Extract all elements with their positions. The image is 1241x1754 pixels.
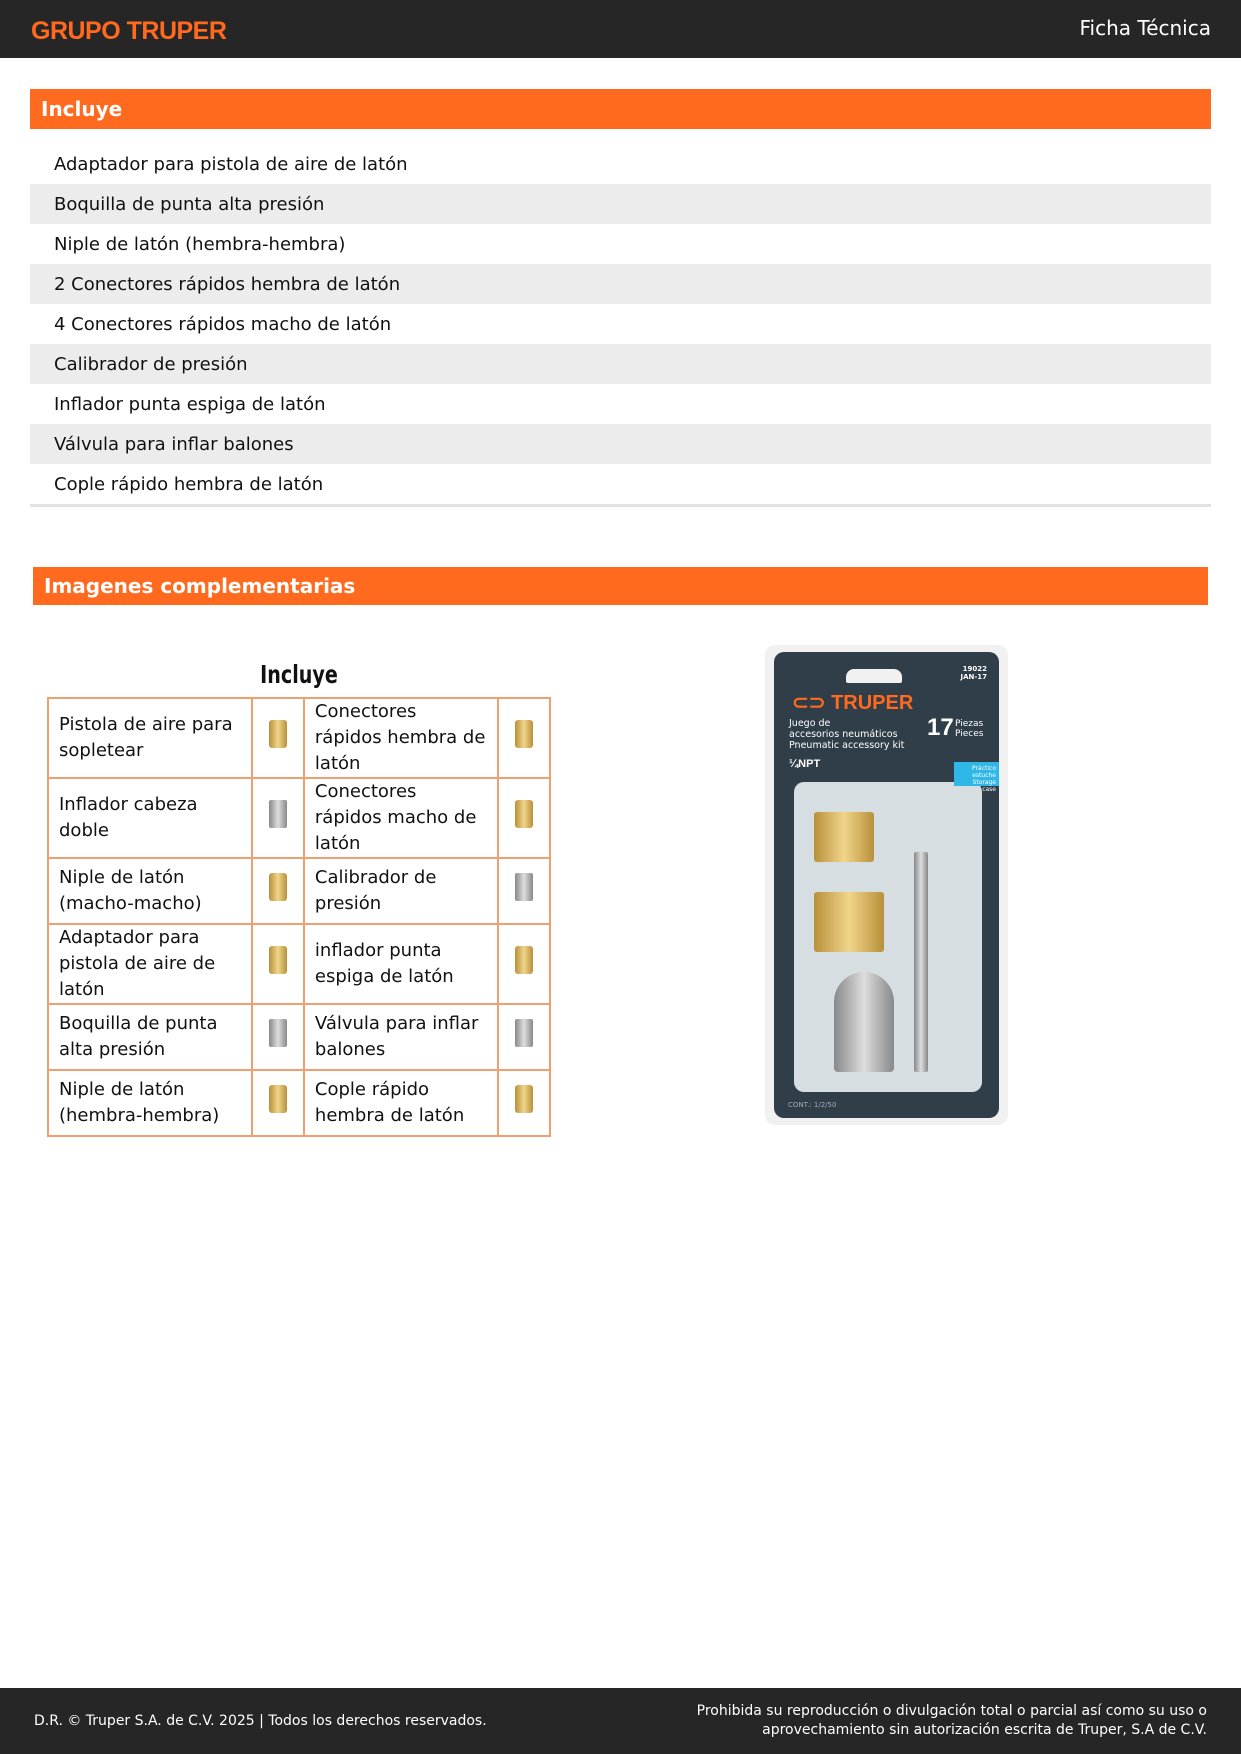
package-brand: TRUPER [831,692,914,714]
graphic-item-label: Pistola de aire para sopletear [48,698,252,778]
part-image-icon [498,1004,550,1070]
list-item: Adaptador para pistola de aire de latón [54,153,408,175]
graphic-item-label: Boquilla de punta alta presión [48,1004,252,1070]
case-label: estuche [972,772,996,779]
graphic-title: Incluye [260,660,338,689]
list-item: 2 Conectores rápidos hembra de latón [30,264,1211,304]
part-image-icon [252,1004,304,1070]
graphic-item-label: Cople rápido hembra de latón [304,1070,498,1136]
graphic-item-label: Niple de latón (hembra-hembra) [48,1070,252,1136]
part-image-icon [498,858,550,924]
graphic-item-label: Conectores rápidos hembra de latón [304,698,498,778]
graphic-table [47,697,551,1137]
part-image-icon [498,924,550,1004]
part-image-icon [252,924,304,1004]
legal-notice: Prohibida su reproducción o divulgación total o parcial así como su uso o aprovechamiento sin autorización escrita de Truper, S.A de C.V. [696,1703,1207,1738]
graphic-item-label: Adaptador para pistola de aire de latón [48,924,252,1004]
list-item: Calibrador de presión [30,344,1211,384]
list-item: Cople rápido hembra de latón [54,473,324,495]
section-header-images: Imagenes complementarias [33,567,1208,605]
graphic-row [48,778,550,858]
truper-logo-icon: ⊂⊃ [792,692,832,714]
package-name-en: Pneumatic accessory kit [789,740,905,751]
graphic-row [48,858,550,924]
package-contents: CONT.: 1/2/50 [788,1101,837,1109]
package-code: 19022 [962,665,987,673]
package-name: accesorios neumáticos [789,729,898,740]
part-image-icon [252,858,304,924]
graphic-item-label: Conectores rápidos macho de latón [304,778,498,858]
header [0,0,1241,58]
pieces-label: Piezas [955,719,984,729]
npt-label: ¼NPT [789,758,821,770]
graphic-item-label: Calibrador de presión [304,858,498,924]
logo: GRUPO TRUPER [31,17,227,45]
package-name: Juego de [789,718,831,729]
graphic-item-label: Niple de latón (macho-macho) [48,858,252,924]
list-item: Boquilla de punta alta presión [30,184,1211,224]
graphic-row [48,1070,550,1136]
part-image-icon [498,1070,550,1136]
list-item: 4 Conectores rápidos macho de latón [54,313,392,335]
part-image-icon [498,698,550,778]
case-label: Práctico [972,765,996,772]
graphic-item-label: Inflador cabeza doble [48,778,252,858]
part-image-icon [498,778,550,858]
footer [0,1688,1241,1754]
piece-count: 17 [927,714,954,741]
includes-graphic [47,660,551,1137]
part-image-icon [252,778,304,858]
product-package-image [765,645,1008,1125]
part-image-icon [252,698,304,778]
graphic-row [48,698,550,778]
includes-list [30,144,1211,507]
list-item: Válvula para inflar balones [30,424,1211,464]
graphic-row [48,1004,550,1070]
graphic-row [48,924,550,1004]
graphic-item-label: Válvula para inflar balones [304,1004,498,1070]
graphic-item-label: inflador punta espiga de latón [304,924,498,1004]
page-title: Ficha Técnica [1079,16,1211,40]
section-header-incluye: Incluye [30,89,1211,129]
list-item: Inflador punta espiga de latón [54,393,326,415]
part-image-icon [252,1070,304,1136]
pieces-label-en: Pieces [955,729,984,739]
list-item: Niple de latón (hembra-hembra) [54,233,346,255]
case-label-en: Storage case [972,779,996,793]
package-date: JAN-17 [960,673,987,681]
storage-case [794,782,982,1092]
copyright: D.R. © Truper S.A. de C.V. 2025 | Todos los derechos reservados. [34,1713,487,1729]
